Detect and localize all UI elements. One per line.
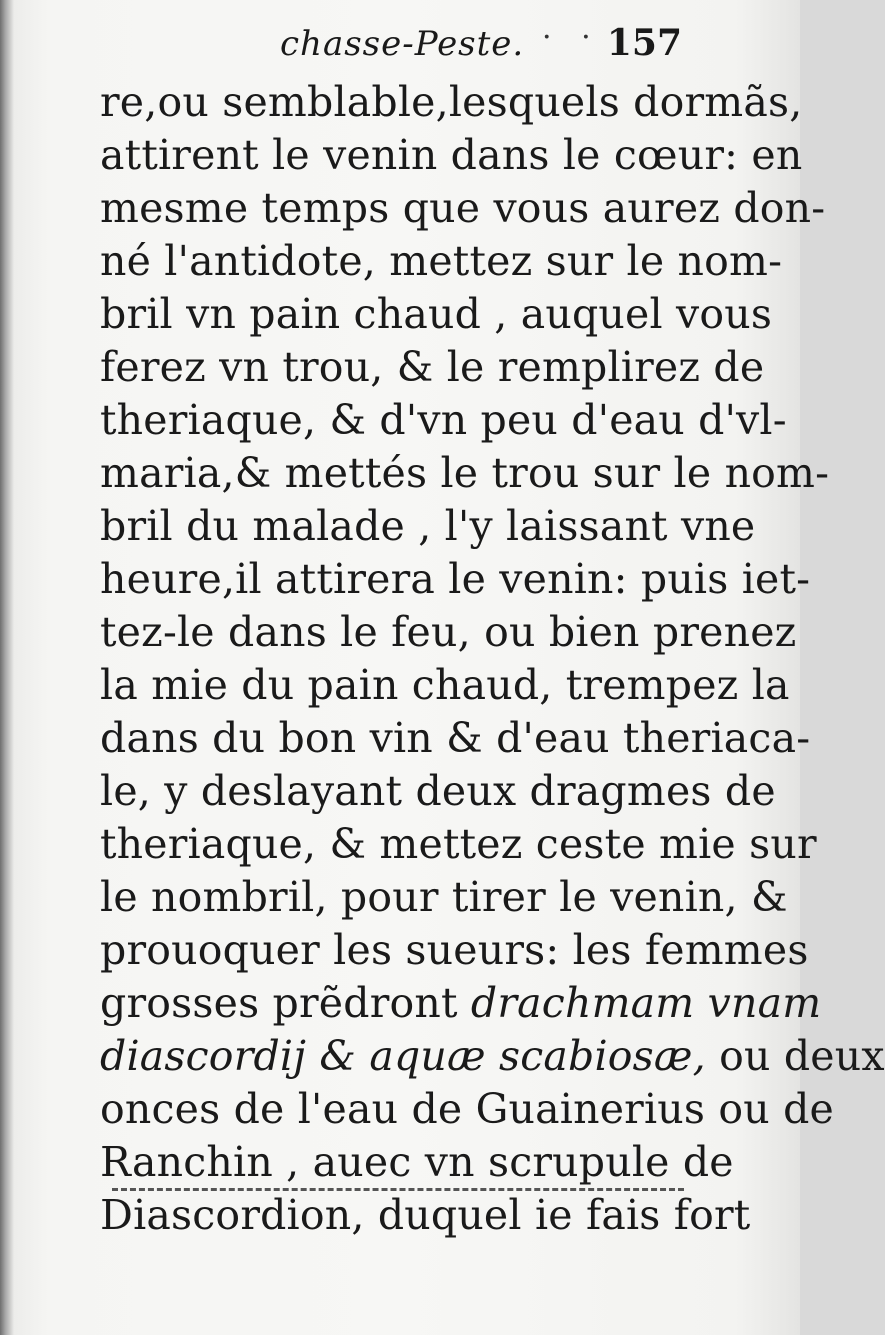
text-line-19-roman: ou deux bbox=[719, 1032, 885, 1080]
header-ornament-dots: · · bbox=[542, 20, 601, 55]
text-line-17: prouoquer les sueurs: les femmes bbox=[100, 926, 809, 974]
text-line-11: tez-le dans le feu, ou bien prenez bbox=[100, 608, 797, 656]
text-line-18 bbox=[100, 977, 822, 1030]
text-line-6: ferez vn trou, & le remplirez de bbox=[100, 343, 765, 391]
text-line-13: dans du bon vin & d'eau theriaca- bbox=[100, 714, 811, 762]
text-line-10: heure,il attirera le venin: puis iet- bbox=[100, 555, 811, 603]
text-line-2: attirent le venin dans le cœur: en bbox=[100, 131, 803, 179]
text-line-9: bril du malade , l'y laissant vne bbox=[100, 502, 756, 550]
text-line-16: le nombril, pour tirer le venin, & bbox=[100, 873, 788, 921]
running-title: chasse-Peste. bbox=[280, 24, 525, 64]
page-number: 157 bbox=[606, 22, 682, 64]
text-line-3: mesme temps que vous aurez don- bbox=[100, 184, 826, 232]
page-header bbox=[100, 18, 690, 74]
page-binding-shadow bbox=[0, 0, 14, 1335]
text-line-18-italic: drachmam vnam bbox=[470, 979, 822, 1027]
text-line-20: onces de l'eau de Guainerius ou de bbox=[100, 1085, 835, 1133]
text-line-14: le, y deslayant deux dragmes de bbox=[100, 767, 776, 815]
text-line-7: theriaque, & d'vn peu d'eau d'vl- bbox=[100, 396, 787, 444]
text-line-4: né l'antidote, mettez sur le nom- bbox=[100, 237, 783, 285]
text-line-1: re,ou semblable,lesquels dormãs, bbox=[100, 78, 803, 126]
text-line-5: bril vn pain chaud , auquel vous bbox=[100, 290, 773, 338]
text-line-19-italic: diascordij & aquæ scabiosæ, bbox=[100, 1032, 706, 1080]
body-text bbox=[100, 76, 885, 1242]
text-line-12: la mie du pain chaud, trempez la bbox=[100, 661, 790, 709]
text-line-8: maria,& mettés le trou sur le nom- bbox=[100, 449, 830, 497]
text-line-19 bbox=[100, 1030, 885, 1083]
footer-dashed-rule bbox=[112, 1188, 684, 1191]
text-line-21: Ranchin , auec vn scrupule de bbox=[100, 1138, 734, 1186]
text-line-22: Diascordion, duquel ie fais fort bbox=[100, 1191, 751, 1239]
text-line-15: theriaque, & mettez ceste mie sur bbox=[100, 820, 817, 868]
text-line-18-roman: grosses prẽdront bbox=[100, 979, 458, 1027]
